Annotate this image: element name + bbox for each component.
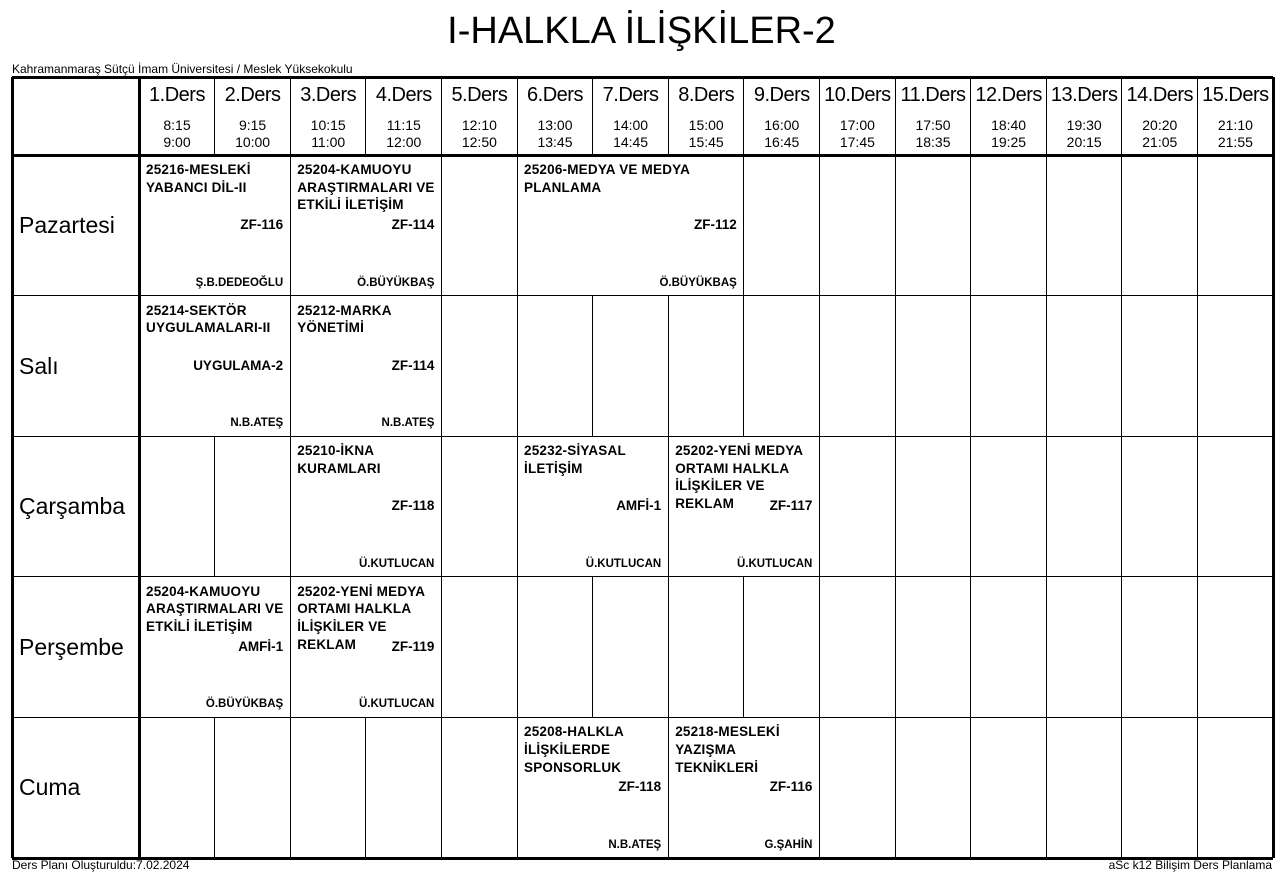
- lesson-cell: [517, 155, 744, 296]
- lesson-room: ZF-116: [769, 779, 813, 795]
- grid-vline: [1197, 717, 1198, 858]
- lesson-room: AMFİ-1: [616, 498, 662, 514]
- period-label: 14.Ders: [1126, 84, 1194, 106]
- period-label: 10.Ders: [824, 84, 891, 106]
- period-end: 14:45: [613, 134, 649, 150]
- lesson-cell: [668, 436, 819, 577]
- period-label: 5.Ders: [451, 84, 508, 106]
- period-start: 10:15: [310, 117, 346, 133]
- grid-vline: [970, 577, 971, 718]
- lesson-cell: [517, 717, 668, 858]
- lesson-room: ZF-112: [694, 217, 737, 232]
- grid-vline: [1121, 155, 1122, 296]
- grid-vline: [743, 296, 744, 437]
- grid-vline: [668, 296, 669, 437]
- day-label: Cuma: [19, 774, 81, 801]
- period-end: 16:45: [764, 134, 800, 150]
- grid-vline: [1197, 155, 1198, 296]
- period-start: 12:10: [461, 117, 497, 133]
- period-label: 7.Ders: [602, 84, 659, 106]
- grid-vline: [819, 155, 820, 296]
- period-time: [744, 117, 820, 151]
- lesson-teacher: N.B.ATEŞ: [381, 417, 435, 430]
- grid-vline: [819, 577, 820, 718]
- period-time: [593, 117, 669, 151]
- grid-vline: [895, 155, 896, 296]
- lesson-teacher: Ü.KUTLUCAN: [358, 698, 435, 711]
- period-time: [290, 117, 366, 151]
- period-start: 14:00: [613, 117, 649, 133]
- lesson-teacher: G.ŞAHİN: [764, 838, 813, 851]
- period-time: [668, 117, 744, 151]
- grid-vline: [592, 577, 593, 718]
- grid-vline: [668, 577, 669, 718]
- day-label: Perşembe: [19, 633, 124, 660]
- grid-vline: [1121, 577, 1122, 718]
- period-label: 2.Ders: [224, 84, 281, 106]
- day-label: Çarşamba: [19, 493, 126, 520]
- lesson-subject: 25202-YENİ MEDYA ORTAMI HALKLA İLİŞKİLER VE REKLAM: [297, 583, 425, 652]
- lesson-room: ZF-119: [391, 638, 435, 654]
- lesson-teacher: N.B.ATEŞ: [608, 838, 662, 851]
- school-name: Kahramanmaraş Sütçü İmam Üniversitesi / Meslek Yüksekokulu: [12, 62, 353, 76]
- day-label: Salı: [19, 352, 59, 379]
- period-time: [441, 117, 517, 151]
- lesson-cell: [290, 577, 441, 718]
- period-start: 20:20: [1142, 117, 1178, 133]
- grid-vline: [819, 296, 820, 437]
- grid-vline: [214, 436, 215, 577]
- lesson-room: ZF-114: [391, 217, 435, 232]
- lesson-teacher: Ö.BÜYÜKBAŞ: [659, 276, 737, 289]
- lesson-teacher: Ü.KUTLUCAN: [585, 557, 662, 570]
- page-title: I-HALKLA İLİŞKİLER-2: [447, 10, 836, 52]
- grid-vline: [1197, 577, 1198, 718]
- grid-vline: [1046, 717, 1047, 858]
- period-label: 4.Ders: [375, 84, 432, 106]
- grid-vline: [970, 717, 971, 858]
- period-end: 12:50: [461, 134, 497, 150]
- lesson-room: ZF-117: [769, 498, 813, 514]
- period-time: [366, 117, 442, 151]
- lesson-teacher: Ö.BÜYÜKBAŞ: [357, 276, 435, 289]
- grid-vline: [895, 296, 896, 437]
- grid-vline: [1046, 436, 1047, 577]
- grid-vline: [895, 717, 896, 858]
- created-date: Ders Planı Oluşturuldu:7.02.2024: [12, 858, 190, 872]
- lesson-room: AMFİ-1: [238, 638, 284, 654]
- grid-vline: [592, 296, 593, 437]
- period-start: 9:15: [238, 117, 267, 133]
- grid-vline: [1121, 436, 1122, 577]
- period-start: 17:50: [915, 117, 951, 133]
- period-end: 20:15: [1066, 134, 1102, 150]
- period-end: 21:55: [1217, 134, 1253, 150]
- period-start: 13:00: [537, 117, 573, 133]
- period-end: 10:00: [235, 134, 271, 150]
- lesson-room: UYGULAMA-2: [193, 357, 284, 373]
- grid-vline: [1121, 296, 1122, 437]
- lesson-cell: [139, 296, 290, 437]
- lesson-teacher: Ü.KUTLUCAN: [358, 557, 435, 570]
- lesson-cell: [290, 436, 441, 577]
- lesson-cell: [139, 577, 290, 718]
- period-start: 11:15: [386, 117, 421, 133]
- lesson-teacher: N.B.ATEŞ: [230, 417, 284, 430]
- period-time: [971, 117, 1047, 151]
- lesson-subject: 25204-KAMUOYU ARAŞTIRMALARI VE ETKİLİ İLETİŞİM: [146, 583, 284, 634]
- period-end: 12:00: [386, 134, 422, 150]
- software-credit: aSc k12 Bilişim Ders Planlama: [1108, 858, 1272, 872]
- grid-vline: [1046, 296, 1047, 437]
- grid-vline: [214, 717, 215, 858]
- period-start: 21:10: [1217, 117, 1253, 133]
- grid-vline: [11, 77, 14, 858]
- lesson-room: ZF-118: [618, 779, 662, 795]
- period-label: 1.Ders: [149, 84, 205, 106]
- lesson-cell: [290, 296, 441, 437]
- grid-vline: [365, 717, 366, 858]
- period-end: 9:00: [163, 134, 191, 150]
- period-label: 6.Ders: [527, 84, 583, 106]
- lesson-cell: [517, 436, 668, 577]
- period-end: 21:05: [1142, 134, 1178, 150]
- lesson-teacher: Ö.BÜYÜKBAŞ: [205, 698, 284, 711]
- period-time: [1046, 117, 1122, 151]
- grid-vline: [970, 296, 971, 437]
- period-end: 18:35: [915, 134, 951, 150]
- period-start: 8:15: [163, 117, 191, 133]
- period-start: 19:30: [1066, 117, 1102, 133]
- grid-vline: [895, 577, 896, 718]
- period-start: 15:00: [688, 117, 724, 133]
- grid-vline: [290, 717, 291, 858]
- grid-vline: [1046, 155, 1047, 296]
- grid-vline: [517, 577, 518, 718]
- period-time: [819, 117, 895, 151]
- lesson-teacher: Ü.KUTLUCAN: [736, 557, 813, 570]
- period-time: [517, 117, 593, 151]
- period-label: 13.Ders: [1050, 84, 1118, 106]
- lesson-room: ZF-116: [240, 217, 284, 232]
- lesson-subject: 25208-HALKLA İLİŞKİLERDE SPONSORLUK: [524, 724, 624, 775]
- lesson-subject: 25218-MESLEKİ YAZIŞMA TEKNİKLERİ: [675, 724, 780, 775]
- period-time: [1122, 117, 1198, 151]
- period-end: 19:25: [991, 134, 1027, 150]
- period-time: [895, 117, 971, 151]
- period-label: 11.Ders: [900, 84, 966, 106]
- grid-vline: [1121, 717, 1122, 858]
- grid-vline: [441, 717, 442, 858]
- lesson-room: ZF-114: [391, 357, 435, 373]
- grid-vline: [970, 155, 971, 296]
- period-end: 15:45: [688, 134, 724, 150]
- grid-vline: [1197, 436, 1198, 577]
- lesson-subject: 25206-MEDYA VE MEDYA PLANLAMA: [524, 162, 690, 195]
- lesson-cell: [139, 155, 290, 296]
- period-start: 18:40: [991, 117, 1027, 133]
- period-start: 17:00: [839, 117, 875, 133]
- period-label: 15.Ders: [1202, 84, 1269, 106]
- period-label: 3.Ders: [300, 84, 357, 106]
- period-end: 13:45: [537, 134, 573, 150]
- lesson-cell: [668, 717, 819, 858]
- lesson-subject: 25210-İKNA KURAMLARI: [297, 443, 381, 476]
- grid-vline: [1197, 296, 1198, 437]
- grid-vline: [1046, 577, 1047, 718]
- period-label: 12.Ders: [975, 84, 1042, 106]
- grid-vline: [895, 436, 896, 577]
- lesson-subject: 25212-MARKA YÖNETİMİ: [297, 302, 392, 336]
- lesson-cell: [290, 155, 441, 296]
- grid-vline: [1272, 77, 1275, 858]
- day-label: Pazartesi: [19, 212, 115, 238]
- period-label: 8.Ders: [678, 84, 735, 106]
- lesson-subject: 25214-SEKTÖR UYGULAMALARI-II: [146, 302, 271, 336]
- lesson-room: ZF-118: [391, 498, 435, 514]
- period-start: 16:00: [764, 117, 800, 133]
- lesson-teacher: Ş.B.DEDEOĞLU: [195, 276, 284, 289]
- grid-vline: [517, 296, 518, 437]
- period-label: 9.Ders: [753, 84, 810, 106]
- grid-vline: [743, 577, 744, 718]
- grid-hline: [12, 76, 1273, 79]
- lesson-subject: 25232-SİYASAL İLETİŞİM: [524, 443, 626, 476]
- lesson-subject: 25204-KAMUOYU ARAŞTIRMALARI VE ETKİLİ İLETİŞİM: [297, 162, 435, 213]
- period-end: 17:45: [839, 134, 875, 150]
- period-end: 11:00: [311, 134, 346, 150]
- period-time: [139, 117, 215, 151]
- period-time: [1197, 117, 1273, 151]
- period-time: [215, 117, 291, 151]
- lesson-subject: 25202-YENİ MEDYA ORTAMI HALKLA İLİŞKİLER VE REKLAM: [675, 443, 803, 511]
- lesson-subject: 25216-MESLEKİ YABANCI DİL-II: [146, 162, 251, 195]
- grid-vline: [970, 436, 971, 577]
